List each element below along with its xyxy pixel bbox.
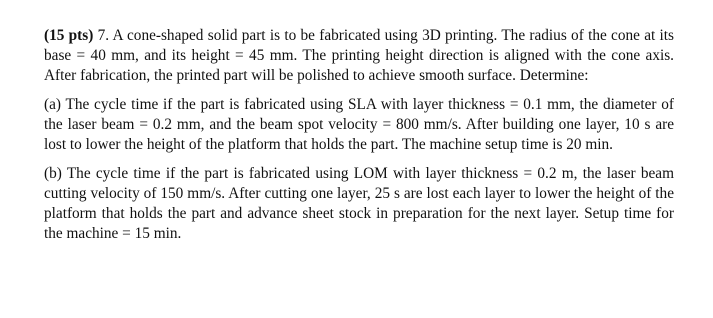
points-label: (15 pts): [44, 27, 94, 44]
problem-document: [44, 26, 674, 244]
problem-intro-text: 7. A cone-shaped solid part is to be fabricated using 3D printing. The radius of the cone at its base = 40 mm, and its height = 45 mm. The printing height direction is aligned with the cone axis. After fabrication, the printed part will be polished to achieve smooth surface. Determine:: [44, 27, 674, 84]
problem-statement: [44, 26, 674, 86]
part-b-text: (b) The cycle time if the part is fabricated using LOM with layer thickness = 0.2 m, the laser beam cutting velocity of 150 mm/s. After cutting one layer, 25 s are lost each layer to lower the height of the platform that holds the part and advance sheet stock in preparation for the next layer. Setup time for the machine = 15 min.: [44, 165, 674, 242]
part-a-text: (a) The cycle time if the part is fabricated using SLA with layer thickness = 0.1 mm, the diameter of the laser beam = 0.2 mm, and the beam spot velocity = 800 mm/s. After building one layer, 10 s are lost to lower the height of the platform that holds the part. The machine setup time is 20 min.: [44, 96, 674, 153]
